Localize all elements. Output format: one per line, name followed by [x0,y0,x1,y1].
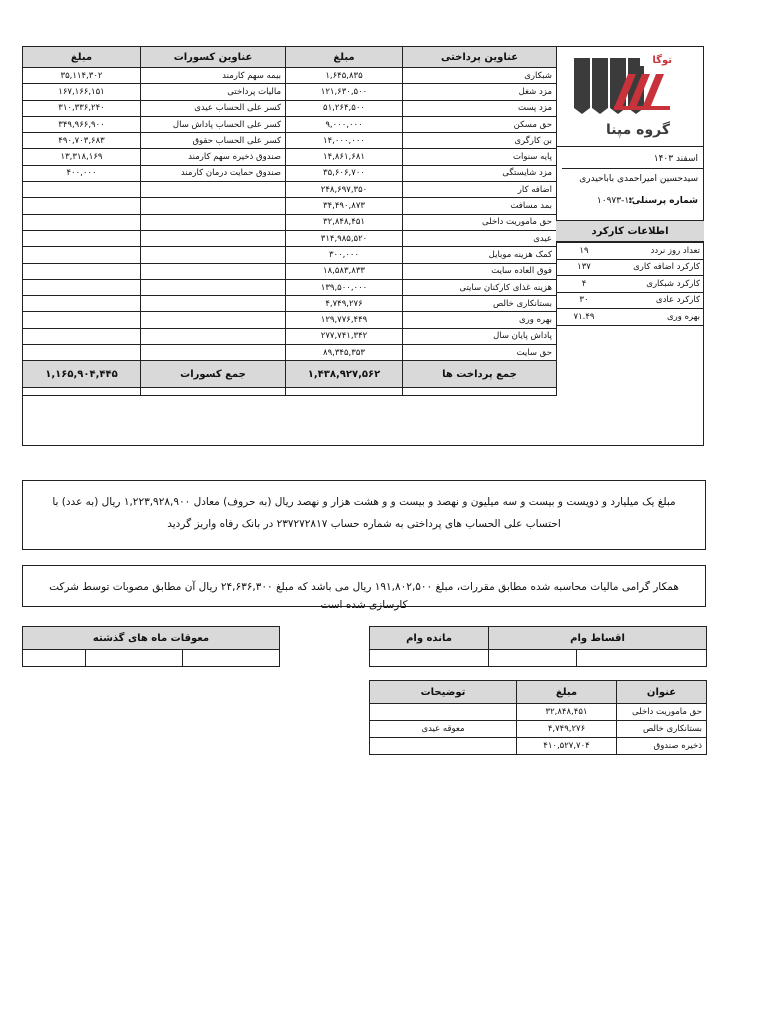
deduction-label: صندوق حمایت درمان کارمند [141,165,286,181]
logo-bottom-text: گروه مپنا [605,122,670,138]
details-desc-header: توضیحات [370,681,517,704]
deductions-total-label: جمع کسورات [141,361,286,388]
table-row [23,312,557,328]
details-amount: ۴,۷۴۹,۲۷۶ [517,721,617,738]
work-info-label: کارکرد عادی [612,292,704,309]
payment-amount: ۳۵,۶۰۶,۷۰۰ [286,165,403,181]
deduction-label [141,312,286,328]
payment-amount: ۳۲,۸۴۸,۴۵۱ [286,214,403,230]
deduction-amount: ۴۰۰,۰۰۰ [23,165,141,181]
payments-total-value: ۱,۴۳۸,۹۲۷,۵۶۲ [286,361,403,388]
payment-label: بهره وری [403,312,557,328]
payment-amount: ۱۴,۸۶۱,۶۸۱ [286,149,403,165]
payment-label: حق مسکن [403,116,557,132]
deduction-label: صندوق ذخیره سهم کارمند [141,149,286,165]
work-info-label: کارکرد اضافه کاری [612,259,704,276]
deduction-amount [23,328,141,344]
details-desc [370,738,517,755]
payment-amount: ۱,۶۴۵,۸۳۵ [286,68,403,84]
payment-statement-box [22,480,706,550]
deduction-amount [23,247,141,263]
payment-label: مزد پست [403,100,557,116]
deduction-amount [23,296,141,312]
deduction-amount: ۱۳,۳۱۸,۱۶۹ [23,149,141,165]
deduction-label: مالیات پرداختی [141,84,286,100]
payment-statement-text: مبلغ یک میلیارد و دویست و بیست و سه میلیون و نهصد و بیست و و هشت هزار و نهصد ریال (به حروف) معادل ۱,۲۲۳,۹۲۸,۹۰۰ ریال (به عدد) با احتساب علی الحساب های پرداختی به شماره حساب ۲۳۷۲۷۲۸۱۷ در بانک رفاه واریز گردید [52,496,676,530]
work-info-row [556,309,704,326]
deduction-amount [23,230,141,246]
payment-label: بمد مسافت [403,198,557,214]
arrears-cell [23,650,86,667]
details-row [370,704,707,721]
deductions-title-header: عناوین کسورات [141,47,286,68]
details-title: ذخیره صندوق [617,738,707,755]
deduction-label: کسر علی الحساب حقوق [141,133,286,149]
work-info-label: بهره وری [612,309,704,326]
work-info-table [556,242,704,326]
payment-amount: ۳۱۴,۹۸۵,۵۲۰ [286,230,403,246]
work-info-row [556,259,704,276]
arrears-cell [86,650,183,667]
table-row [23,133,557,149]
payments-total-label: جمع پرداخت ها [403,361,557,388]
table-row [23,100,557,116]
payment-label: اضافه کار [403,182,557,198]
deduction-label: کسر علی الحساب پاداش سال [141,116,286,132]
payment-amount: ۸۹,۳۴۵,۳۵۳ [286,345,403,361]
deduction-amount: ۴۹۰,۷۰۳,۶۸۳ [23,133,141,149]
payment-amount: ۲۷۷,۷۴۱,۳۴۲ [286,328,403,344]
work-info-value: ۱۳۷ [556,259,612,276]
loan-balance-cell [370,650,489,667]
totals-row [23,361,557,388]
payment-label: هزینه غذای کارکنان سایتی [403,279,557,295]
deduction-amount: ۳۴۹,۹۶۶,۹۰۰ [23,116,141,132]
deduction-amount [23,345,141,361]
work-info-row [556,243,704,260]
deduction-amount [23,214,141,230]
deduction-amount [23,312,141,328]
payment-amount: ۱۲۱,۶۳۰,۵۰۰ [286,84,403,100]
payment-amount: ۱۸,۵۸۳,۸۳۳ [286,263,403,279]
table-row [23,263,557,279]
details-desc: معوقه عیدی [370,721,517,738]
payment-amount: ۴,۷۴۹,۲۷۶ [286,296,403,312]
payment-amount: ۹,۰۰۰,۰۰۰ [286,116,403,132]
payment-label: مزد شایستگی [403,165,557,181]
deduction-amount: ۳۵,۱۱۴,۳۰۲ [23,68,141,84]
loans-header-row [370,627,707,650]
deduction-label [141,214,286,230]
logo-top-text: توگا [652,55,672,66]
deduction-amount: ۳۱۰,۳۳۶,۲۴۰ [23,100,141,116]
deduction-amount [23,279,141,295]
personnel-number-value: ۱۰۹۷۳-۱۲ [596,196,634,206]
table-row [23,230,557,246]
deduction-label [141,279,286,295]
details-header-row [370,681,707,704]
table-row [23,214,557,230]
deduction-label [141,328,286,344]
payment-label: عیدی [403,230,557,246]
table-row [23,328,557,344]
deduction-label [141,230,286,246]
arrears-cell [183,650,280,667]
payment-amount: ۱۲۹,۷۷۶,۴۴۹ [286,312,403,328]
arrears-title: معوقات ماه های گذشته [23,627,280,650]
details-title: حق ماموریت داخلی [617,704,707,721]
deduction-amount [23,182,141,198]
work-info-row [556,292,704,309]
pay-period: اسفند ۱۴۰۳ [562,150,704,169]
payment-label: حق سایت [403,345,557,361]
arrears-header-row [23,627,280,650]
table-tail-row [23,388,557,396]
deduction-label [141,263,286,279]
deduction-amount-header: مبلغ [23,47,141,68]
payment-label: بن کارگری [403,133,557,149]
deduction-label [141,345,286,361]
tax-note-text: همکار گرامی مالیات محاسبه شده مطابق مقررات، مبلغ ۱۹۱,۸۰۲,۵۰۰ ریال می باشد که مبلغ ۲۴,۶۳۶,۳۰۰ ریال آن مطابق مصوبات توسط شرکت کارسازی شده است [49,581,679,611]
employee-panel [556,46,704,446]
payment-amount: ۵۱,۲۶۴,۵۰۰ [286,100,403,116]
table-row [23,345,557,361]
payments-deductions-table [22,46,557,396]
payment-label: حق ماموریت داخلی [403,214,557,230]
arrears-empty-row [23,650,280,667]
work-info-row [556,276,704,293]
work-info-label: کارکرد شبکاری [612,276,704,293]
deduction-label [141,296,286,312]
loans-table [369,626,707,667]
table-row [23,68,557,84]
employee-name: سیدحسین امیراحمدی باباحیدری [579,174,698,184]
table-row [23,198,557,214]
payment-label: پایه سنوات [403,149,557,165]
deduction-label [141,198,286,214]
details-amount-header: مبلغ [517,681,617,704]
work-info-value: ۱۹ [556,243,612,260]
table-row [23,116,557,132]
table-row [23,247,557,263]
tax-note-box [22,565,706,611]
company-logo-box [556,46,704,147]
deduction-label [141,247,286,263]
deduction-label [141,182,286,198]
loan-installments-cell [489,650,707,667]
deductions-total-value: ۱,۱۶۵,۹۰۴,۴۴۵ [23,361,141,388]
details-desc [370,704,517,721]
deduction-label: بیمه سهم کارمند [141,68,286,84]
payment-amount: ۳۴,۴۹۰,۸۷۳ [286,198,403,214]
payment-amount: ۳۰۰,۰۰۰ [286,247,403,263]
payment-label: شبکاری [403,68,557,84]
work-info-label: تعداد روز نردد [612,243,704,260]
work-info-value: ۳۰ [556,292,612,309]
table-row [23,149,557,165]
deduction-amount [23,263,141,279]
mapna-toga-logo [570,50,680,140]
table-row [23,182,557,198]
details-row [370,721,707,738]
details-title: بستانکاری خالص [617,721,707,738]
table-header-row [23,47,557,68]
table-row [23,165,557,181]
details-table [369,680,707,755]
deduction-amount: ۱۶۷,۱۶۶,۱۵۱ [23,84,141,100]
payments-title-header: عناوین پرداختی [403,47,557,68]
details-row [370,738,707,755]
payment-amount-header: مبلغ [286,47,403,68]
personnel-number-label: شماره پرسنلی: [628,196,698,206]
work-info-value: ۴ [556,276,612,293]
payment-label: مزد شغل [403,84,557,100]
table-row [23,84,557,100]
details-amount: ۳۲,۸۴۸,۴۵۱ [517,704,617,721]
payment-label: فوق العاده سایت [403,263,557,279]
arrears-table [22,626,280,667]
deduction-amount [23,198,141,214]
table-row [23,279,557,295]
loans-empty-row [370,650,707,667]
work-info-title: اطلاعات کارکرد [556,220,704,242]
deduction-label: کسر علی الحساب عیدی [141,100,286,116]
payment-label: بستانکاری خالص [403,296,557,312]
payment-amount: ۲۴۸,۶۹۷,۳۵۰ [286,182,403,198]
work-info-value: ۷۱.۴۹ [556,309,612,326]
details-amount: ۴۱۰,۵۲۷,۷۰۴ [517,738,617,755]
payment-amount: ۱۴,۰۰۰,۰۰۰ [286,133,403,149]
payment-label: کمک هزینه موبایل [403,247,557,263]
payment-label: پاداش پایان سال [403,328,557,344]
payment-amount: ۱۳۹,۵۰۰,۰۰۰ [286,279,403,295]
details-title-header: عنوان [617,681,707,704]
loan-installments-header: اقساط وام [489,627,707,650]
loan-balance-header: مانده وام [370,627,489,650]
table-row [23,296,557,312]
